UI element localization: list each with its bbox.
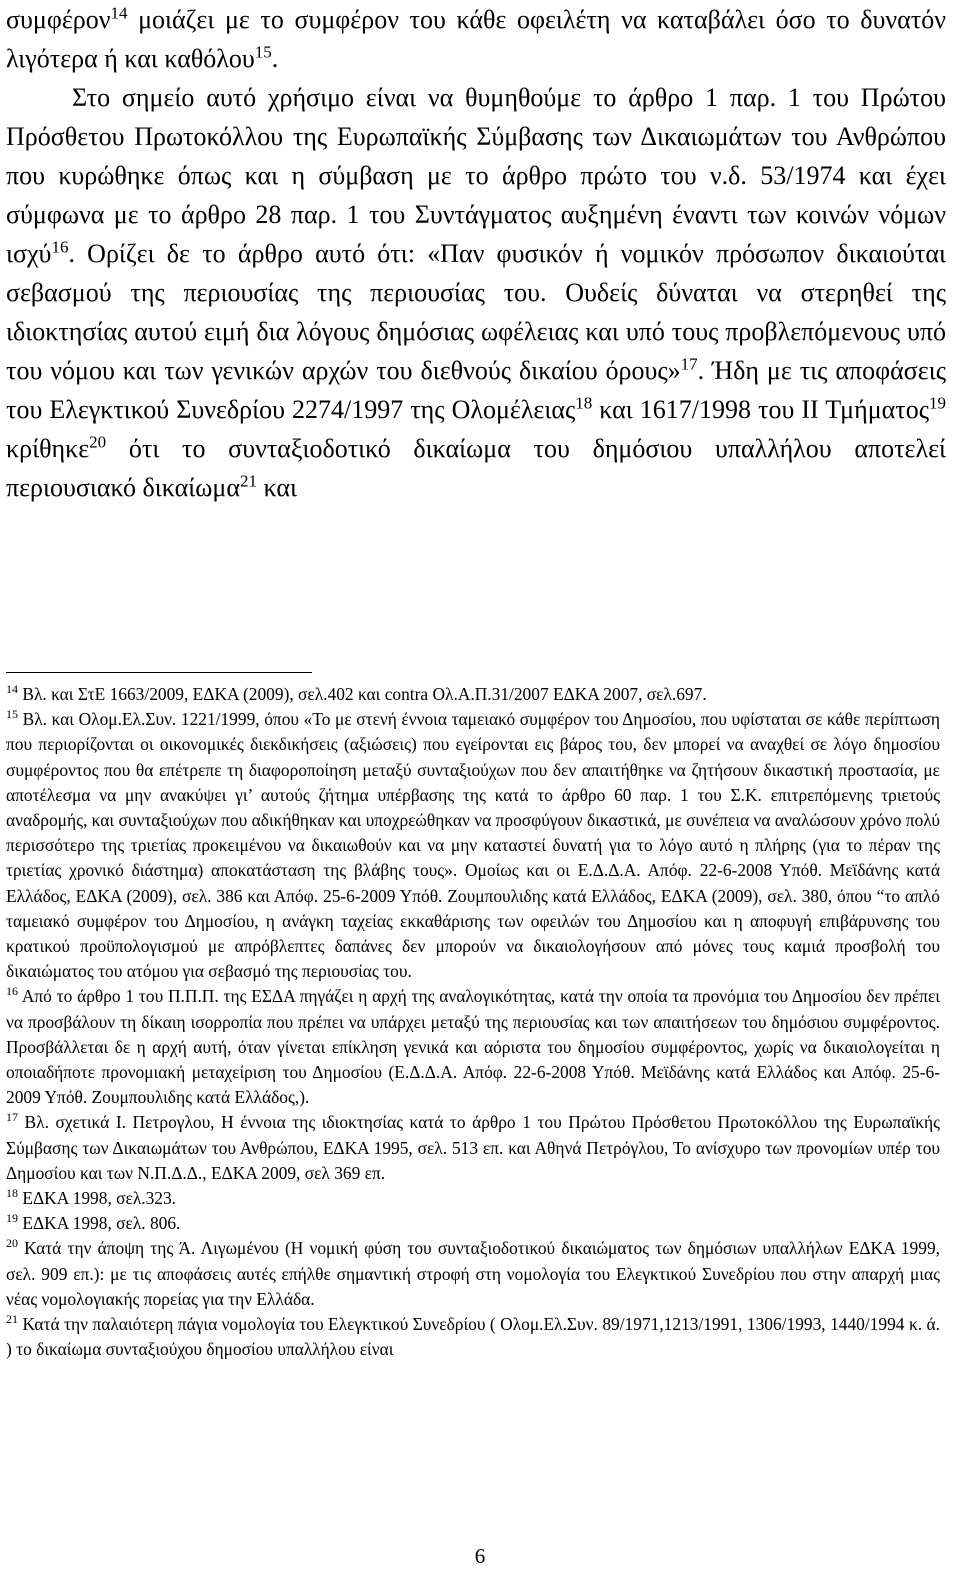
footnote-ref-19[interactable]: 19 (929, 393, 947, 413)
text-run: και (256, 473, 297, 502)
footnote-number: 16 (6, 984, 18, 999)
footnote (6, 1236, 940, 1312)
footnote-number: 21 (6, 1312, 18, 1327)
main-text (6, 0, 946, 507)
footnote-text: Βλ. σχετικά Ι. Πετρογλου, Η έννοια της ιδιοκτησίας κατά το άρθρο 1 του Πρώτου Πρόσθετου Πρωτοκόλλου της Ευρωπαϊκής Σύμβασης των Δικαιωμάτων του Ανθρώπου, ΕΔΚΑ 1995, σελ. 513 επ. και Αθηνά Πετρόγλου, Το ανίσχυρο των προνομίων υπέρ του Δημοσίου και των Ν.Π.Δ.Δ., ΕΔΚΑ 2009, σελ 369 επ. (6, 1112, 940, 1183)
footnote-number: 14 (6, 682, 18, 697)
footnote-number: 19 (6, 1211, 18, 1226)
footnote-ref-14[interactable]: 14 (110, 3, 128, 23)
footnote-ref-20[interactable]: 20 (89, 432, 107, 452)
footnote-ref-21[interactable]: 21 (239, 471, 257, 491)
footnote-number: 17 (6, 1110, 18, 1125)
footnote-ref-18[interactable]: 18 (575, 393, 593, 413)
footnote (6, 1186, 940, 1211)
footnote-number: 18 (6, 1186, 18, 1201)
footnote-text: ΕΔΚΑ 1998, σελ.323. (18, 1188, 177, 1209)
text-run: . Ήδη με τις αποφάσεις του Ελεγκτικού Συνεδρίου 2274/1997 της Ολομέλειας (6, 356, 946, 424)
text-run: . (271, 44, 279, 73)
footnote-number: 15 (6, 707, 18, 722)
footnote-text: ΕΔΚΑ 1998, σελ. 806. (18, 1213, 181, 1234)
footnote (6, 682, 940, 707)
text-run: ότι το συνταξιοδοτικό δικαίωμα του δημόσιου υπαλλήλου αποτελεί περιουσιακό δικαίωμα (6, 434, 946, 502)
footnote-text: Κατά την άποψη της Ά. Λιγωμένου (Η νομική φύση του συνταξιοδοτικού δικαιώματος των δημόσιων υπαλλήλων ΕΔΚΑ 1999, σελ. 909 επ.): με τις αποφάσεις αυτές επήλθε σημαντική στροφή στη νομολογία του Ελεγκτικού Συνεδρίου που στην απαρχή μιας νέας νομολογιακής πορείας για την Ελλάδα. (6, 1238, 940, 1309)
footnote-ref-16[interactable]: 16 (51, 237, 69, 257)
footnote (6, 984, 940, 1110)
text-run: κρίθηκε (6, 434, 90, 463)
footnote (6, 1110, 940, 1186)
footnote (6, 1312, 940, 1362)
text-run: . Ορίζει δε το άρθρο αυτό ότι: «Παν φυσικόν ή νομικόν πρόσωπον δικαιούται σεβασμού της περιουσίας της περιουσίας του. Ουδείς δύναται να στερηθεί της ιδιοκτησίας αυτού ειμή δια λόγους δημόσιας ωφέλειας και υπό τους προβλεπόμενους υπό του νόμου και των γενικών αρχών του διεθνούς δικαίου όρους» (6, 239, 946, 385)
text-run: Στο σημείο αυτό χρήσιμο είναι να θυμηθούμε το άρθρο 1 παρ. 1 του Πρώτου Πρόσθετου Πρωτοκόλλου της Ευρωπαϊκής Σύμβασης των Δικαιωμάτων του Ανθρώπου που κυρώθηκε όπως και η σύμβαση με το άρθρο πρώτο του ν.δ. 53/1974 και έχει σύμφωνα με το άρθρο 28 παρ. 1 του Συντάγματος αυξημένη έναντι των κοινών νόμων ισχύ (6, 83, 946, 268)
footnote-ref-15[interactable]: 15 (254, 42, 272, 62)
page-number: 6 (474, 1544, 486, 1568)
footnotes-section (6, 682, 940, 1362)
paragraph-1 (6, 0, 946, 78)
footnote (6, 1211, 940, 1236)
footnote-number: 20 (6, 1236, 18, 1251)
text-run: συμφέρον (6, 5, 111, 34)
page-content (6, 0, 946, 507)
footnote-text: Από το άρθρο 1 του Π.Π.Π. της ΕΣΔΑ πηγάζει η αρχή της αναλογικότητας, κατά την οποία τα προνόμια του Δημοσίου δεν πρέπει να προσβάλουν τη δίκαιη ισορροπία που πρέπει να υπάρχει μεταξύ της περιουσίας και των απαιτήσεων του δημόσιου συμφέροντος. Προσβάλλεται δε η αρχή αυτή, όταν γίνεται επίκληση γενικά και αόριστα του δημοσίου συμφέροντος, χωρίς να δικαιολογείται η οποιαδήποτε προνομιακή μεταχείριση του Δημοσίου (Ε.Δ.Δ.Α. Απόφ. 22-6-2008 Υπόθ. Μεϊδάνης κατά Ελλάδος και Απόφ. 25-6-2009 Υπόθ. Ζουμπουλιδης κατά Ελλάδος,). (6, 986, 940, 1108)
footnote-text: Βλ. και ΣτΕ 1663/2009, ΕΔΚΑ (2009), σελ.402 και contra Ολ.Α.Π.31/2007 ΕΔΚΑ 2007, σελ.697. (18, 684, 707, 704)
footnote-text: Κατά την παλαιότερη πάγια νομολογία του Ελεγκτικού Συνεδρίου ( Ολομ.Ελ.Συν. 89/1971,1213/1991, 1306/1993, 1440/1994 κ. ά. ) το δικαίωμα συνταξιούχου δημοσίου υπαλλήλου είναι (6, 1314, 940, 1360)
footnote-ref-17[interactable]: 17 (680, 354, 698, 374)
paragraph-2 (6, 78, 946, 507)
footnote-text: Βλ. και Ολομ.Ελ.Συν. 1221/1999, όπου «Το με στενή έννοια ταμειακό συμφέρον του Δημοσίου, που υφίσταται σε κάθε περίπτωση που περιορίζονται οι οικονομικές διεκδικήσεις (αξιώσεις) που εγείρονται εις βάρος του, δεν μπορεί να αναχθεί σε λόγο δημοσίου συμφέροντος που θα επέτρεπε τη διαφοροποίηση μεταξύ συνταξιούχων που δεν απαιτήθηκε να ζητήσουν δικαστική προστασία, με αποτέλεσμα να μην ανακύψει γι’ αυτούς ζήτημα υπέρβασης της κατά το άρθρο 60 παρ. 1 του Σ.Κ. επιτρεπόμενης τριετούς αναδρομής, και συνταξιούχων που αδικήθηκαν και υποχρεώθηκαν να προσφύγουν δικαστικά, με συνέπεια να αναλώσουν χρόνο πολύ περισσότερο της τριετίας προκειμένου να δικαιωθούν και να μην καταστεί δυνατή για το λόγο αυτό η πλήρης (για το πέραν της τριετίας χρονικό διάστημα) αποκατάσταση της βλάβης τους». Ομοίως και οι Ε.Δ.Δ.Α. Απόφ. 22-6-2008 Υπόθ. Μεϊδάνης κατά Ελλάδος, ΕΔΚΑ (2009), σελ. 386 και Απόφ. 25-6-2009 Υπόθ. Ζουμπουλιδης κατά Ελλάδος, ΕΔΚΑ (2009), σελ. 380, όπου “το απλό ταμειακό συμφέρον του Δημοσίου, η ανάγκη ταχείας εκκαθάρισης των οφειλών του Δημοσίου και η αποφυγή επιβάρυνσης του κρατικού προϋπολογισμού με απρόβλεπτες δαπάνες δεν μπορούν να δικαιολογήσουν από μόνες τους καμιά προσβολή του δικαιώματος του ατόμου για σεβασμό της περιουσίας του. (6, 709, 940, 982)
footnote (6, 707, 940, 984)
text-run: και 1617/1998 του ΙΙ Τμήματος (592, 395, 930, 424)
footnote-separator (6, 672, 312, 673)
text-run: μοιάζει με το συμφέρον του κάθε οφειλέτη να καταβάλει όσο το δυνατόν λιγότερα ή και καθόλου (6, 5, 946, 73)
